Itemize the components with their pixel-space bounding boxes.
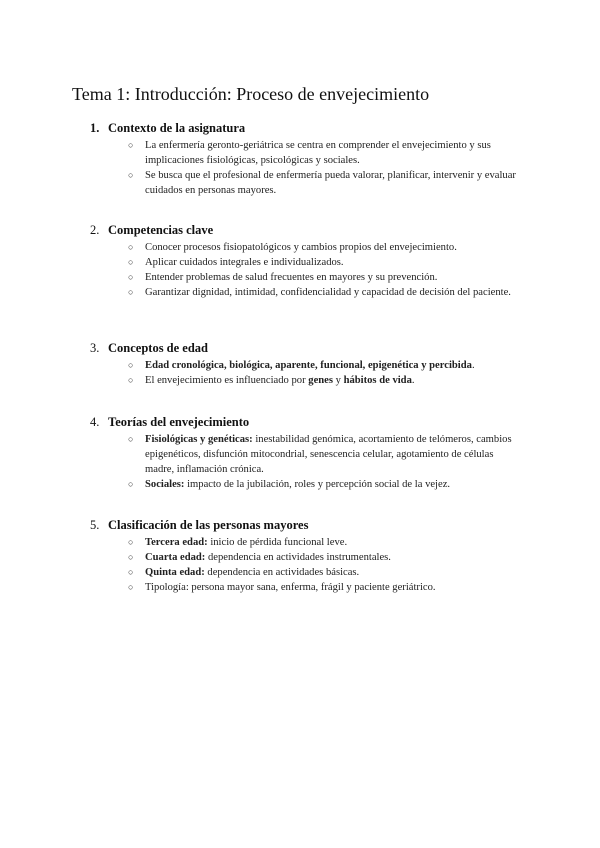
section-title: Contexto de la asignatura: [108, 121, 246, 135]
section-number: 3.: [90, 341, 100, 355]
list-item: ○ Sociales: impacto de la jubilación, roles y percepción social de la vejez.: [128, 479, 451, 490]
section-heading: [90, 414, 520, 430]
section-number: 2.: [90, 223, 100, 237]
list-item: ○ El envejecimiento es influenciado por genes y hábitos de vida.: [128, 375, 415, 386]
circle-bullet-icon: ○: [128, 434, 134, 444]
list-item: ○ Cuarta edad: dependencia en actividades instrumentales.: [128, 552, 391, 563]
section-title: Competencias clave: [108, 223, 214, 237]
section-number: 4.: [90, 415, 100, 429]
section-competencies: [90, 222, 520, 300]
circle-bullet-icon: ○: [128, 537, 134, 547]
section-age-concepts: [90, 340, 520, 388]
circle-bullet-icon: ○: [128, 360, 134, 370]
list-item: ○ Edad cronológica, biológica, aparente, funcional, epigenética y percibida.: [128, 360, 475, 371]
list-item: ○ Quinta edad: dependencia en actividades básicas.: [128, 567, 360, 578]
circle-bullet-icon: ○: [128, 242, 134, 252]
section-number: 1.: [90, 121, 100, 135]
section-heading: [90, 222, 520, 238]
circle-bullet-icon: ○: [128, 140, 134, 150]
circle-bullet-icon: ○: [128, 272, 134, 282]
list-item: ○ Fisiológicas y genéticas: inestabilidad genómica, acortamiento de telómeros, cambios epigenéticos, disfunción mitocondrial, senescencia celular, agotamiento de células madre, inflamación crónica.: [128, 434, 512, 475]
list-item: ○ Se busca que el profesional de enfermería pueda valorar, planificar, intervenir y evaluar cuidados en personas mayores.: [128, 170, 516, 196]
bullet-list: [90, 358, 520, 388]
circle-bullet-icon: ○: [128, 257, 134, 267]
list-item: ○ Tipología: persona mayor sana, enferma, frágil y paciente geriátrico.: [128, 582, 436, 593]
section-classification: [90, 517, 520, 595]
circle-bullet-icon: ○: [128, 479, 134, 489]
section-heading: [90, 340, 520, 356]
bullet-list: [90, 138, 520, 198]
bullet-list: [90, 240, 520, 300]
section-context: [90, 120, 520, 198]
circle-bullet-icon: ○: [128, 287, 134, 297]
bullet-list: [90, 535, 520, 595]
circle-bullet-icon: ○: [128, 567, 134, 577]
section-title: Conceptos de edad: [108, 341, 209, 355]
circle-bullet-icon: ○: [128, 582, 134, 592]
section-title: Teorías del envejecimiento: [108, 415, 250, 429]
bullet-list: [90, 432, 520, 492]
list-item: ○ Entender problemas de salud frecuentes en mayores y su prevención.: [128, 272, 438, 283]
list-item: ○ Garantizar dignidad, intimidad, confidencialidad y capacidad de decisión del paciente.: [128, 287, 511, 298]
section-number: 5.: [90, 518, 100, 532]
section-heading: [90, 120, 520, 136]
list-item: ○ Tercera edad: inicio de pérdida funcional leve.: [128, 537, 348, 548]
section-title: Clasificación de las personas mayores: [108, 518, 309, 532]
list-item: ○ La enfermería geronto-geriátrica se centra en comprender el envejecimiento y sus implicaciones fisiológicas, psicológicas y sociales.: [128, 140, 491, 166]
section-heading: [90, 517, 520, 533]
circle-bullet-icon: ○: [128, 375, 134, 385]
list-item: ○ Conocer procesos fisiopatológicos y cambios propios del envejecimiento.: [128, 242, 457, 253]
circle-bullet-icon: ○: [128, 552, 134, 562]
section-theories: [90, 414, 520, 492]
circle-bullet-icon: ○: [128, 170, 134, 180]
page-title: Tema 1: Introducción: Proceso de envejecimiento: [72, 84, 430, 104]
list-item: ○ Aplicar cuidados integrales e individualizados.: [128, 257, 344, 268]
